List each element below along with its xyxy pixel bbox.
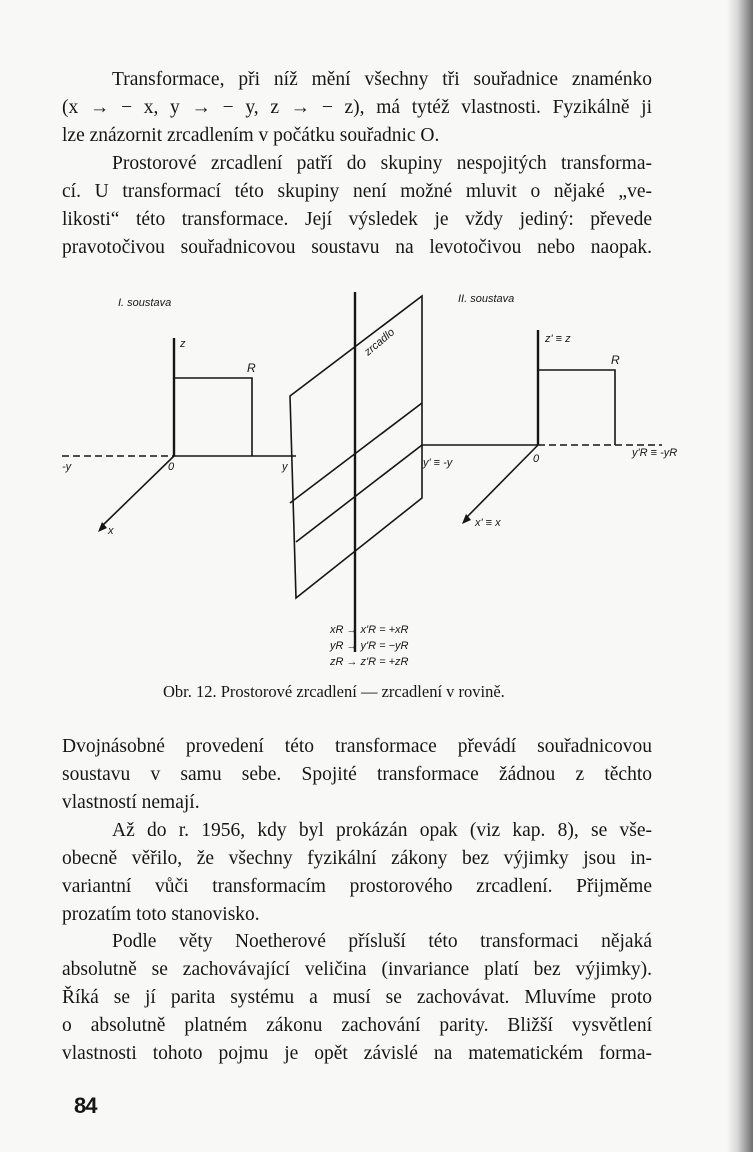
text-line: Prostorové zrcadlení patří do skupiny nespojitých transforma- [112,153,652,174]
text-line: o absolutně platném zákonu zachování parity. Bližší vysvětlení [62,1015,652,1036]
s2-r-label: R [611,353,620,367]
text-line: vlastností nemají. [62,792,200,813]
paragraph-3 [62,733,652,817]
s2-z-label: z' ≡ z [545,333,571,345]
mirror-figure [0,280,700,680]
s2-x-arrow [462,514,471,524]
paragraph-2 [62,150,652,262]
text-line: Dvojnásobné provedení této transformace převádí souřadnicovou [62,736,652,757]
text-line: variantní vůči transformacím prostorového zrcadlení. Přijměme [62,876,652,897]
system2-title: II. soustava [458,293,515,305]
paragraph-4 [62,817,652,929]
s1-x-label: x [108,525,114,537]
text-line: likosti“ této transformace. Její výsledek je vždy jediný: převede [62,209,652,230]
text-line: cí. U transformací této skupiny není možné mluvit o nějaké „ve- [62,181,652,202]
paragraph-1 [62,66,652,150]
s2-x-label: x' ≡ x [475,517,501,529]
s2-point-box [538,370,615,445]
mirror-label: zrcadlo [362,326,398,359]
text-line: Říká se jí parita systému a musí se zachovávat. Mluvíme proto [62,987,652,1008]
text-line: soustavu v samu sebe. Spojité transformace žádnou z těchto [62,764,652,785]
s1-z-label: z [180,338,186,350]
text-line: Až do r. 1956, kdy byl prokázán opak (viz kap. 8), se vše- [112,820,652,841]
s1-x-axis [102,456,174,526]
text-line: absolutně se zachovávající veličina (invariance platí bez výjimky). [62,959,652,980]
text-line: Podle věty Noetherové přísluší této transformaci nějaká [112,931,652,952]
s2-x-axis [466,445,538,518]
s2-yr-label: y'R ≡ -yR [632,447,678,459]
equation-x: xR → x'R = +xR [330,624,409,636]
paragraph-5 [62,928,652,1068]
equation-z: zR → z'R = +zR [330,656,409,668]
mirror-line-lower [296,445,422,542]
s1-neg-y-label: -y [62,461,72,473]
text-line: prozatím toto stanovisko. [62,904,260,925]
equation-y: yR → y'R = −yR [330,640,409,652]
text-line: vlastnosti tohoto pojmu je opět závislé na matematickém forma- [62,1043,652,1064]
s1-r-label: R [247,361,256,375]
system1-title: I. soustava [118,297,172,309]
text-line: (x → − x, y → − y, z → − z), má tytéž vlastnosti. Fyzikálně ji [62,97,652,118]
s1-y-label: y [282,461,288,473]
page-edge-shadow [727,0,753,1152]
page-number: 84 [74,1093,97,1118]
text-line: obecně věřilo, že všechny fyzikální zákony bez výjimky jsou in- [62,848,652,869]
figure-caption: Obr. 12. Prostorové zrcadlení — zrcadlení v rovině. [163,682,505,701]
text-line: Transformace, při níž mění všechny tři souřadnice znaménko [112,69,652,90]
s1-point-box [174,378,252,456]
text-line: lze znázornit zrcadlením v počátku souřadnic O. [62,125,440,146]
s1-origin-label: 0 [168,461,175,473]
s2-origin-label: 0 [533,453,540,465]
text-line: pravotočivou souřadnicovou soustavu na levotočivou nebo naopak. [62,237,652,258]
s2-y-label: y' ≡ -y [423,457,453,469]
